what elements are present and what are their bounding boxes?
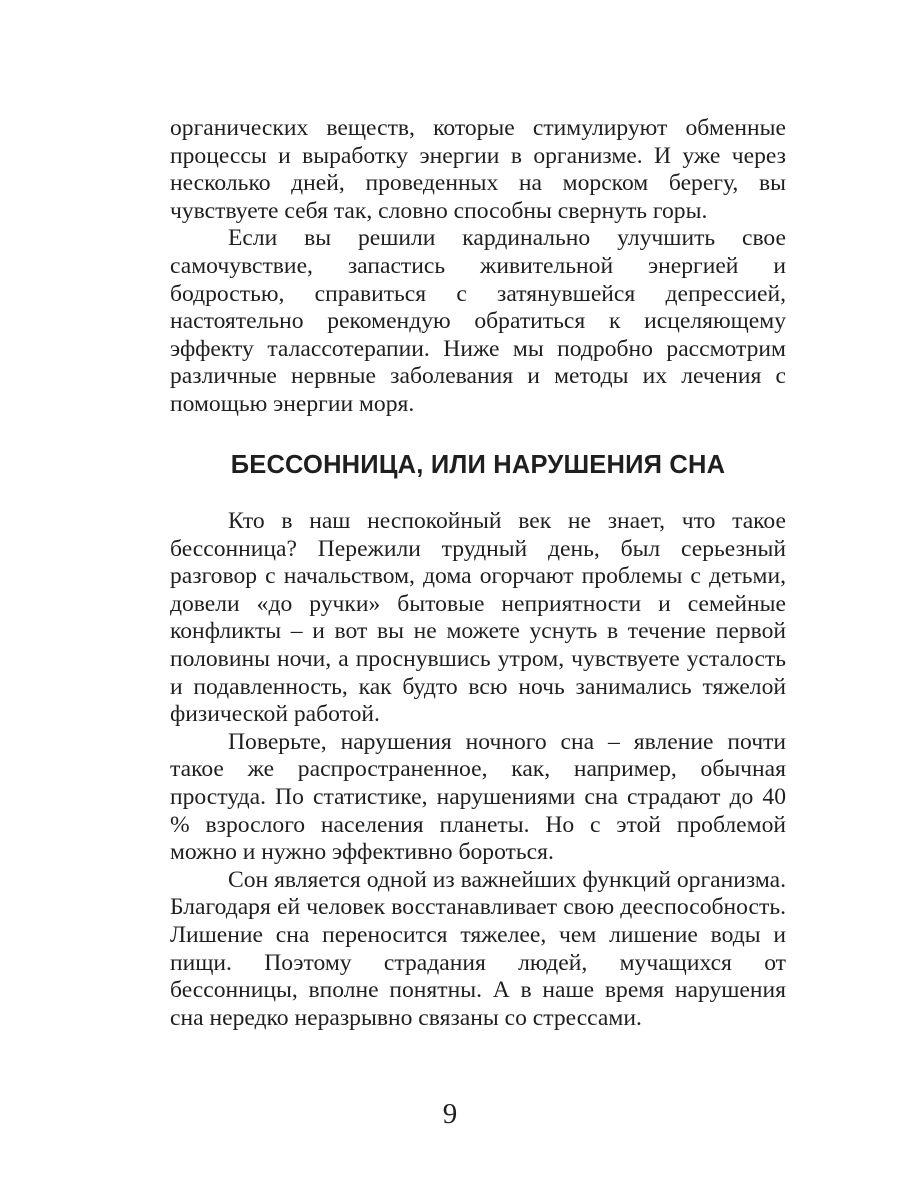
section-heading: БЕССОННИЦА, ИЛИ НАРУШЕНИЯ СНА <box>230 451 726 479</box>
paragraph-continued: органических веществ, которые стимулируют обменные процессы и выработку энергии в организме. И уже через несколько дней, проведенных на морском берегу, вы чувствуете себя так, словно способны свернуть горы. <box>170 115 786 224</box>
paragraph: Если вы решили кардинально улучшить свое самочувствие, запастись живительной энергией и бодростью, справиться с затянувшейся депрессией, настоятельно рекомендую обратиться к исцеляющему эффекту талассотерапии. Ниже мы подробно рассмотрим различные нервные заболевания и методы их лечения с помощью энергии моря. <box>170 225 786 417</box>
paragraph: Поверьте, нарушения ночного сна – явление почти такое же распространенное, как, например, обычная простуда. По статистике, нарушениями сна страдают до 40 % взрослого населения планеты. Но с этой проблемой можно и нужно эффективно бороться. <box>170 728 786 866</box>
paragraph: Сон является одной из важнейших функций организма. Благодаря ей человек восстанавливает свою дееспособность. Лишение сна переносится тяжелее, чем лишение воды и пищи. Поэтому страдания людей, мучащихся от бессонницы, вполне понятны. А в наше время нарушения сна нередко неразрывно связаны со стрессами. <box>170 866 786 1031</box>
paragraph: Кто в наш неспокойный век не знает, что такое бессонница? Пережили трудный день, был серьезный разговор с начальством, дома огорчают проблемы с детьми, довели «до ручки» бытовые неприятности и семейные конфликты – и вот вы не можете уснуть в течение первой половины ночи, а проснувшись утром, чувствуете усталость и подавленность, как будто всю ночь занимались тяжелой физической работой. <box>170 508 786 728</box>
intro-text-block <box>170 115 786 419</box>
section-text-block <box>170 508 786 1032</box>
page-number: 9 <box>442 1098 458 1130</box>
